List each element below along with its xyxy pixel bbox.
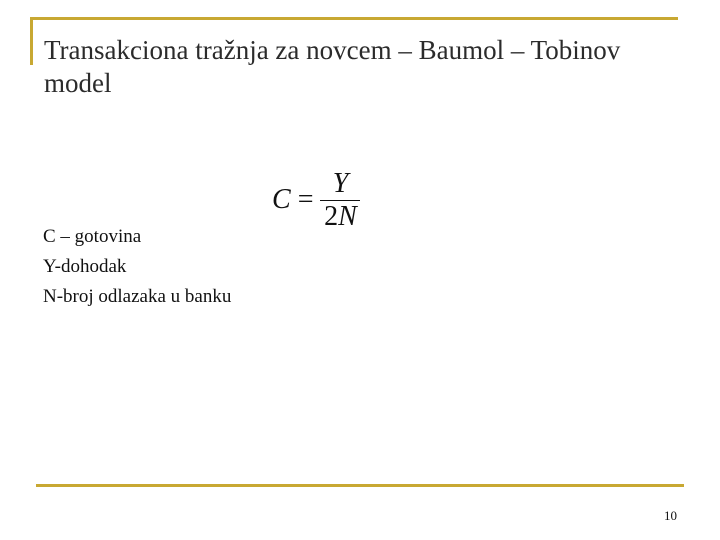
definition-item: C – gotovina (43, 226, 142, 247)
frame-left-line (30, 17, 33, 65)
page-number: 10 (664, 508, 677, 523)
formula-numerator: Y (332, 167, 349, 199)
formula-equals: = (297, 184, 314, 215)
definition-item: N-broj odlazaka u banku (43, 286, 232, 307)
frame-top-line (30, 17, 678, 20)
denominator-variable: N (338, 200, 357, 232)
frame-bottom-line (36, 484, 684, 487)
definitions-list (43, 222, 231, 312)
formula-denominator (324, 202, 357, 232)
formula-lhs: C (272, 184, 291, 215)
formula-fraction (320, 169, 360, 232)
denominator-coefficient: 2 (324, 200, 339, 232)
formula (272, 166, 360, 234)
definition-item: Y-dohodak (43, 256, 127, 277)
slide-title: Transakciona tražnja za novcem – Baumol – Tobinov model (44, 35, 621, 98)
